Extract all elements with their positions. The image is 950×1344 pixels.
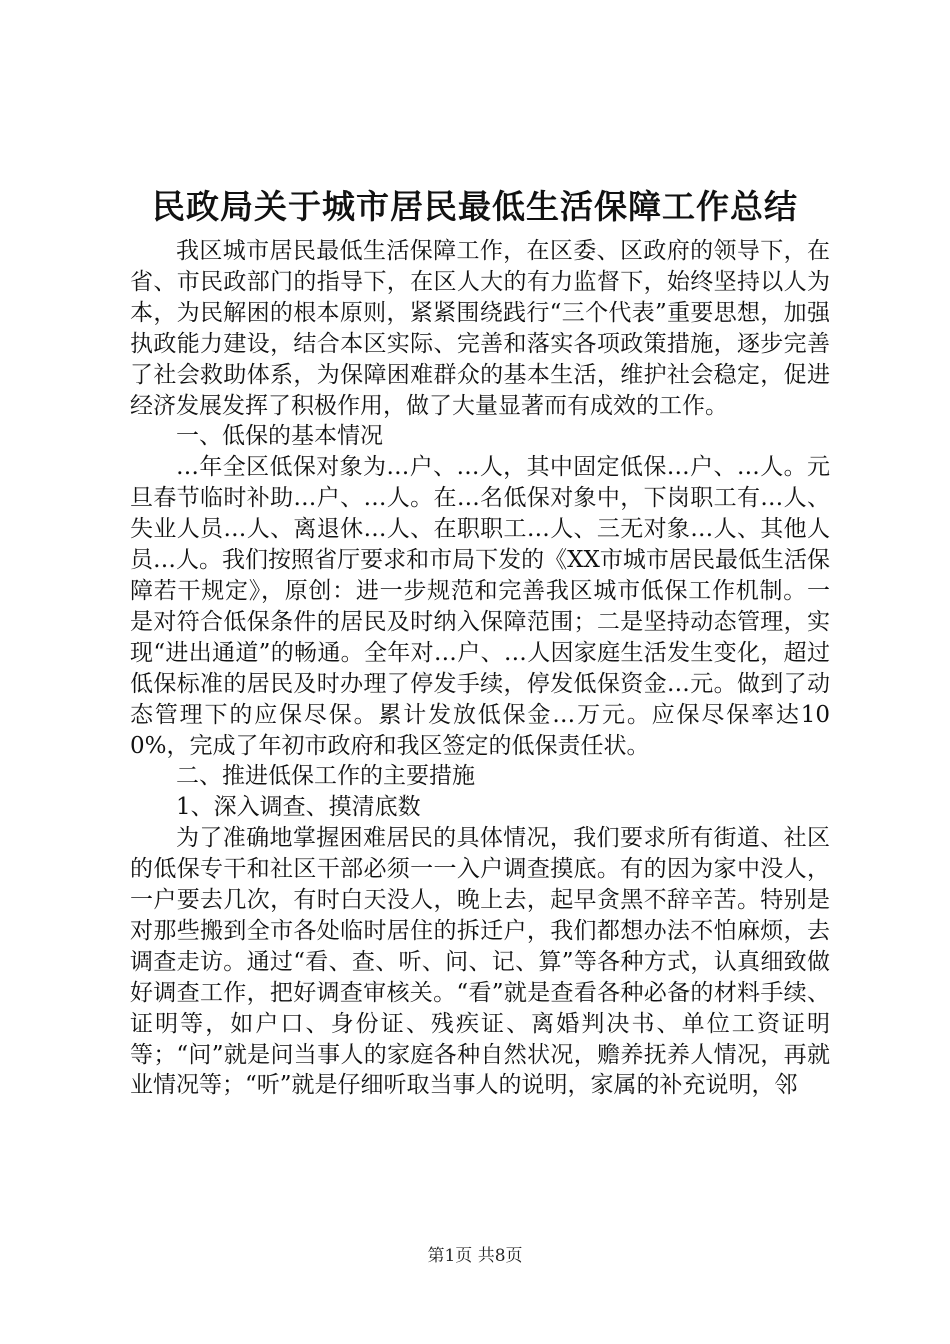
section-heading-main-measures: 二、推进低保工作的主要措施	[176, 763, 475, 790]
page-footer: 第1页 共8页	[427, 1246, 523, 1266]
section-paragraph-basic-situation: …年全区低保对象为…户、…人，其中固定低保…户、…人。元旦春节临时补助…户、…人。在…名低保对象中，下岗职工有…人、失业人员…人、离退休…人、在职职工…人、三无对象…人、其他人员…人。我们按照省厅要求和市局下发的《XX市城市居民最低生活保障若干规定》，原创：进一步规范和完善我区城市低保工作机制。一是对符合低保条件的居民及时纳入保障范围；二是坚持动态管理，实现“进出通道”的畅通。全年对…户、…人因家庭生活发生变化，超过低保标准的居民及时办理了停发手续，停发低保资金…元。做到了动态管理下的应保尽保。累计发放低保金…万元。应保尽保率达100%，完成了年初市政府和我区签定的低保责任状。	[130, 454, 830, 759]
subsection-heading-investigation: 1、深入调查、摸清底数	[176, 794, 421, 821]
subsection-paragraph-investigation: 为了准确地掌握困难居民的具体情况，我们要求所有街道、社区的低保专干和社区干部必须一一入户调查摸底。有的因为家中没人，一户要去几次，有时白天没人，晚上去，起早贪黑不辞辛苦。特别是对那些搬到全市各处临时居住的拆迁户，我们都想办法不怕麻烦，去调查走访。通过“看、查、听、问、记、算”等各种方式，认真细致做好调查工作，把好调查审核关。“看”就是查看各种必备的材料手续、证明等，如户口、身份证、残疾证、离婚判决书、单位工资证明等；“问”就是问当事人的家庭各种自然状况，赡养抚养人情况，再就业情况等；“听”就是仔细听取当事人的说明，家属的补充说明，邻	[130, 825, 830, 1099]
intro-paragraph: 我区城市居民最低生活保障工作，在区委、区政府的领导下，在省、市民政部门的指导下，在区人大的有力监督下，始终坚持以人为本，为民解困的根本原则，紧紧围绕践行“三个代表”重要思想，加强执政能力建设，结合本区实际、完善和落实各项政策措施，逐步完善了社会救助体系，为保障困难群众的基本生活，维护社会稳定，促进经济发展发挥了积极作用，做了大量显著而有成效的工作。	[130, 238, 830, 419]
section-heading-basic-situation: 一、低保的基本情况	[176, 423, 383, 450]
document-body	[130, 236, 830, 1101]
document-title: 民政局关于城市居民最低生活保障工作总结	[152, 187, 798, 226]
